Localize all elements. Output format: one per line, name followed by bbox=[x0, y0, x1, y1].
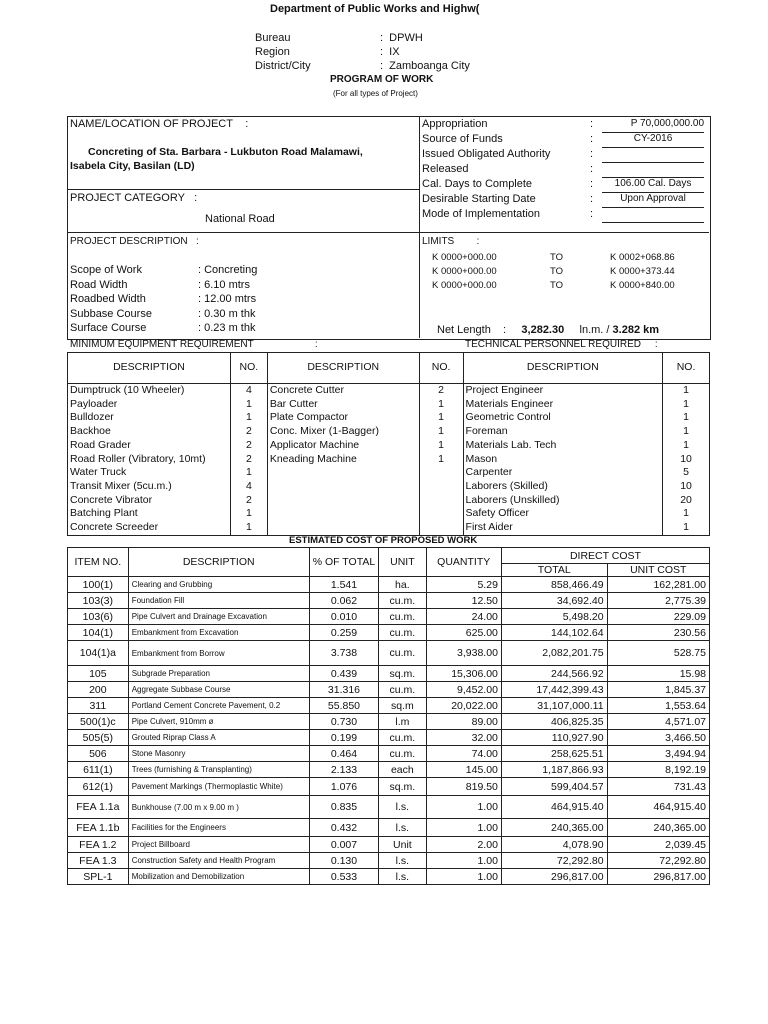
cost-total: 144,102.64 bbox=[501, 625, 607, 641]
cost-item: 103(3) bbox=[68, 593, 129, 609]
cost-qty: 625.00 bbox=[426, 625, 501, 641]
net-length-km: 3.282 km bbox=[612, 324, 660, 336]
eq2-no: 1 bbox=[419, 439, 463, 453]
cost-total: 5,498.20 bbox=[501, 609, 607, 625]
equipment-table bbox=[67, 352, 710, 536]
cost-row bbox=[68, 762, 710, 778]
eq-no: 2 bbox=[230, 453, 267, 467]
cost-qty: 24.00 bbox=[426, 609, 501, 625]
cost-total: 1,187,866.93 bbox=[501, 762, 607, 778]
cost-desc: Clearing and Grubbing bbox=[128, 577, 309, 593]
header-field-region: Region : IX bbox=[255, 46, 400, 58]
program-subtitle: (For all types of Project) bbox=[333, 89, 418, 98]
personnel-no: 1 bbox=[663, 398, 710, 412]
eq-no: 1 bbox=[230, 466, 267, 480]
cost-qty: 1.00 bbox=[426, 853, 501, 869]
net-length-label: Net Length bbox=[437, 324, 491, 336]
cost-total: 4,078.90 bbox=[501, 837, 607, 853]
cost-item: 105 bbox=[68, 666, 129, 682]
equipment-row bbox=[68, 466, 710, 480]
limit-row: K 0000+000.00 TO K 0000+840.00 bbox=[432, 280, 675, 291]
cost-item: 311 bbox=[68, 698, 129, 714]
eq2-desc: Bar Cutter bbox=[267, 398, 419, 412]
cost-desc: Subgrade Preparation bbox=[128, 666, 309, 682]
eq2-no bbox=[419, 521, 463, 535]
personnel-desc: Carpenter bbox=[463, 466, 663, 480]
eq2-desc bbox=[267, 494, 419, 508]
cost-total: 244,566.92 bbox=[501, 666, 607, 682]
cost-total: 240,365.00 bbox=[501, 819, 607, 837]
spec-row: Subbase Course : 0.30 m thk bbox=[70, 307, 256, 320]
personnel-no: 1 bbox=[663, 411, 710, 425]
cost-row bbox=[68, 593, 710, 609]
cost-total: 2,082,201.75 bbox=[501, 641, 607, 666]
cost-pct: 0.199 bbox=[309, 730, 378, 746]
eq-no: 2 bbox=[230, 425, 267, 439]
cost-qty: 74.00 bbox=[426, 746, 501, 762]
cost-pct: 3.738 bbox=[309, 641, 378, 666]
department-title: Department of Public Works and Highw( bbox=[270, 3, 480, 15]
cost-row bbox=[68, 625, 710, 641]
eq-no: 1 bbox=[230, 398, 267, 412]
cost-unit: each bbox=[379, 762, 426, 778]
cost-table bbox=[67, 547, 710, 885]
eq2-no bbox=[419, 480, 463, 494]
limits-list bbox=[432, 252, 708, 294]
cost-pct: 55.850 bbox=[309, 698, 378, 714]
cost-qty: 15,306.00 bbox=[426, 666, 501, 682]
personnel-no: 1 bbox=[663, 439, 710, 453]
cost-unitcost: 72,292.80 bbox=[607, 853, 709, 869]
cost-item: FEA 1.1b bbox=[68, 819, 129, 837]
equipment-row bbox=[68, 439, 710, 453]
cost-unit: cu.m. bbox=[379, 609, 426, 625]
cost-unitcost: 1,845.37 bbox=[607, 682, 709, 698]
cost-desc: Grouted Riprap Class A bbox=[128, 730, 309, 746]
personnel-header-desc: DESCRIPTION bbox=[463, 353, 663, 384]
cost-desc: Construction Safety and Health Program bbox=[128, 853, 309, 869]
eq-desc: Concrete Screeder bbox=[68, 521, 231, 535]
eq-no: 1 bbox=[230, 411, 267, 425]
cost-row bbox=[68, 609, 710, 625]
cost-pct: 0.835 bbox=[309, 796, 378, 819]
eq-desc: Road Roller (Vibratory, 10mt) bbox=[68, 453, 231, 467]
personnel-no: 1 bbox=[663, 521, 710, 535]
header-field-district: District/City : Zamboanga City bbox=[255, 60, 470, 72]
cost-qty: 145.00 bbox=[426, 762, 501, 778]
funding-row: Cal. Days to Complete : 106.00 Cal. Days bbox=[422, 178, 708, 193]
cost-desc: Pavement Markings (Thermoplastic White) bbox=[128, 778, 309, 796]
eq-no: 1 bbox=[230, 521, 267, 535]
cost-row bbox=[68, 869, 710, 885]
equipment-row bbox=[68, 384, 710, 398]
personnel-desc: Materials Lab. Tech bbox=[463, 439, 663, 453]
funding-list bbox=[422, 118, 708, 223]
eq2-no: 1 bbox=[419, 411, 463, 425]
name-location-label: NAME/LOCATION OF PROJECT bbox=[70, 118, 233, 130]
cost-pct: 0.464 bbox=[309, 746, 378, 762]
cost-unit: l.m bbox=[379, 714, 426, 730]
cost-item: 104(1)a bbox=[68, 641, 129, 666]
spec-row: Road Width : 6.10 mtrs bbox=[70, 278, 250, 291]
cost-total: 599,404.57 bbox=[501, 778, 607, 796]
cost-qty: 89.00 bbox=[426, 714, 501, 730]
cost-header-desc: DESCRIPTION bbox=[128, 548, 309, 577]
header-field-bureau: Bureau : DPWH bbox=[255, 32, 423, 44]
cost-desc: Stone Masonry bbox=[128, 746, 309, 762]
cost-unit: cu.m. bbox=[379, 641, 426, 666]
spec-row: Surface Course : 0.23 m thk bbox=[70, 322, 256, 334]
cost-unit: l.s. bbox=[379, 796, 426, 819]
personnel-no: 5 bbox=[663, 466, 710, 480]
cost-item: 200 bbox=[68, 682, 129, 698]
cost-desc: Facilities for the Engineers bbox=[128, 819, 309, 837]
project-description-label: PROJECT DESCRIPTION bbox=[70, 236, 188, 247]
equipment-row bbox=[68, 521, 710, 535]
cost-qty: 2.00 bbox=[426, 837, 501, 853]
limit-row: K 0000+000.00 TO K 0002+068.86 bbox=[432, 252, 675, 263]
cost-header-total: TOTAL bbox=[501, 564, 607, 577]
cost-row bbox=[68, 837, 710, 853]
cost-desc: Portland Cement Concrete Pavement, 0.2 bbox=[128, 698, 309, 714]
cost-unit: l.s. bbox=[379, 819, 426, 837]
personnel-desc: Laborers (Unskilled) bbox=[463, 494, 663, 508]
cost-qty: 32.00 bbox=[426, 730, 501, 746]
personnel-desc: Geometric Control bbox=[463, 411, 663, 425]
eq-desc: Concrete Vibrator bbox=[68, 494, 231, 508]
equipment-row bbox=[68, 507, 710, 521]
cost-unitcost: 4,571.07 bbox=[607, 714, 709, 730]
cost-unit: sq.m bbox=[379, 698, 426, 714]
eq2-no: 2 bbox=[419, 384, 463, 398]
limit-row: K 0000+000.00 TO K 0000+373.44 bbox=[432, 266, 675, 277]
cost-unitcost: 731.43 bbox=[607, 778, 709, 796]
equipment-title: MINIMUM EQUIPMENT REQUIREMENT bbox=[70, 339, 254, 350]
equipment-row bbox=[68, 425, 710, 439]
cost-item: 506 bbox=[68, 746, 129, 762]
cost-body bbox=[68, 577, 710, 885]
eq-desc: Backhoe bbox=[68, 425, 231, 439]
cost-qty: 819.50 bbox=[426, 778, 501, 796]
program-title: PROGRAM OF WORK bbox=[330, 74, 434, 85]
cost-unitcost: 8,192.19 bbox=[607, 762, 709, 778]
cost-pct: 0.007 bbox=[309, 837, 378, 853]
eq-no: 2 bbox=[230, 494, 267, 508]
equipment-row bbox=[68, 494, 710, 508]
eq-no: 4 bbox=[230, 384, 267, 398]
eq-no: 1 bbox=[230, 507, 267, 521]
personnel-desc: Mason bbox=[463, 453, 663, 467]
eq-desc: Bulldozer bbox=[68, 411, 231, 425]
cost-unitcost: 2,775.39 bbox=[607, 593, 709, 609]
personnel-no: 10 bbox=[663, 453, 710, 467]
cost-unitcost: 464,915.40 bbox=[607, 796, 709, 819]
cost-qty: 1.00 bbox=[426, 796, 501, 819]
cost-total: 34,692.40 bbox=[501, 593, 607, 609]
net-length-value: 3,282.30 bbox=[521, 324, 565, 336]
cost-header-pct: % OF TOTAL bbox=[309, 548, 378, 577]
personnel-no: 1 bbox=[663, 425, 710, 439]
cost-total: 296,817.00 bbox=[501, 869, 607, 885]
eq-desc: Road Grader bbox=[68, 439, 231, 453]
net-length-unit: ln.m. / bbox=[579, 324, 610, 336]
spec-row: Roadbed Width : 12.00 mtrs bbox=[70, 293, 257, 305]
cost-title: ESTIMATED COST OF PROPOSED WORK bbox=[289, 535, 478, 546]
cost-qty: 12.50 bbox=[426, 593, 501, 609]
funding-row: Desirable Starting Date : Upon Approval bbox=[422, 193, 708, 208]
eq2-desc: Conc. Mixer (1-Bagger) bbox=[267, 425, 419, 439]
personnel-desc: Laborers (Skilled) bbox=[463, 480, 663, 494]
eq2-desc bbox=[267, 521, 419, 535]
eq2-desc bbox=[267, 507, 419, 521]
cost-unit: l.s. bbox=[379, 869, 426, 885]
cost-pct: 2.133 bbox=[309, 762, 378, 778]
cost-unitcost: 162,281.00 bbox=[607, 577, 709, 593]
cost-row bbox=[68, 682, 710, 698]
cost-desc: Pipe Culvert and Drainage Excavation bbox=[128, 609, 309, 625]
cost-unitcost: 3,466.50 bbox=[607, 730, 709, 746]
personnel-no: 20 bbox=[663, 494, 710, 508]
cost-unit: cu.m. bbox=[379, 746, 426, 762]
cost-unit: l.s. bbox=[379, 853, 426, 869]
cost-total: 858,466.49 bbox=[501, 577, 607, 593]
cost-total: 258,625.51 bbox=[501, 746, 607, 762]
cost-row bbox=[68, 714, 710, 730]
cost-row bbox=[68, 577, 710, 593]
cost-row bbox=[68, 698, 710, 714]
cost-pct: 0.062 bbox=[309, 593, 378, 609]
cost-desc: Foundation Fill bbox=[128, 593, 309, 609]
cost-header-unitcost: UNIT COST bbox=[607, 564, 709, 577]
project-specs bbox=[70, 264, 257, 337]
cost-unitcost: 296,817.00 bbox=[607, 869, 709, 885]
cost-qty: 1.00 bbox=[426, 819, 501, 837]
cost-row bbox=[68, 778, 710, 796]
cost-item: FEA 1.1a bbox=[68, 796, 129, 819]
cost-pct: 1.541 bbox=[309, 577, 378, 593]
cost-qty: 9,452.00 bbox=[426, 682, 501, 698]
cost-header-direct: DIRECT COST bbox=[501, 548, 709, 564]
net-length: Net Length : 3,282.30 ln.m. / 3.282 km bbox=[437, 324, 660, 336]
cost-unit: sq.m. bbox=[379, 666, 426, 682]
cost-pct: 31.316 bbox=[309, 682, 378, 698]
cost-header-unit: UNIT bbox=[379, 548, 426, 577]
cost-row bbox=[68, 730, 710, 746]
eq2-no: 1 bbox=[419, 398, 463, 412]
personnel-no: 1 bbox=[663, 384, 710, 398]
eq-no: 4 bbox=[230, 480, 267, 494]
cost-unitcost: 240,365.00 bbox=[607, 819, 709, 837]
project-name-line1: Concreting of Sta. Barbara - Lukbuton Road Malamawi, bbox=[88, 146, 363, 158]
eq-desc: Transit Mixer (5cu.m.) bbox=[68, 480, 231, 494]
cost-unitcost: 2,039.45 bbox=[607, 837, 709, 853]
eq2-desc: Plate Compactor bbox=[267, 411, 419, 425]
cost-row bbox=[68, 746, 710, 762]
cost-total: 406,825.35 bbox=[501, 714, 607, 730]
eq2-desc bbox=[267, 466, 419, 480]
cost-unitcost: 1,553.64 bbox=[607, 698, 709, 714]
header-fields bbox=[255, 32, 470, 74]
cost-item: 505(5) bbox=[68, 730, 129, 746]
cost-total: 110,927.90 bbox=[501, 730, 607, 746]
eq2-no bbox=[419, 466, 463, 480]
personnel-desc: Foreman bbox=[463, 425, 663, 439]
cost-item: 103(6) bbox=[68, 609, 129, 625]
cost-unit: sq.m. bbox=[379, 778, 426, 796]
funding-row: Mode of Implementation : bbox=[422, 208, 708, 223]
cost-desc: Embankment from Borrow bbox=[128, 641, 309, 666]
cost-unit: Unit bbox=[379, 837, 426, 853]
funding-row: Issued Obligated Authority : bbox=[422, 148, 708, 163]
cost-unit: cu.m. bbox=[379, 593, 426, 609]
eq-desc: Payloader bbox=[68, 398, 231, 412]
cost-pct: 0.432 bbox=[309, 819, 378, 837]
cost-pct: 0.010 bbox=[309, 609, 378, 625]
personnel-desc: Project Engineer bbox=[463, 384, 663, 398]
eq2-desc: Kneading Machine bbox=[267, 453, 419, 467]
cost-pct: 1.076 bbox=[309, 778, 378, 796]
cost-item: 611(1) bbox=[68, 762, 129, 778]
eq-header-no2: NO. bbox=[419, 353, 463, 384]
eq2-no bbox=[419, 494, 463, 508]
cost-unit: cu.m. bbox=[379, 730, 426, 746]
cost-total: 31,107,000.11 bbox=[501, 698, 607, 714]
eq2-desc: Applicator Machine bbox=[267, 439, 419, 453]
eq-desc: Batching Plant bbox=[68, 507, 231, 521]
equipment-row bbox=[68, 480, 710, 494]
limits-label: LIMITS bbox=[422, 236, 455, 247]
equipment-row bbox=[68, 398, 710, 412]
funding-row: Source of Funds : CY-2016 bbox=[422, 133, 708, 148]
cost-pct: 0.730 bbox=[309, 714, 378, 730]
cost-desc: Bunkhouse (7.00 m x 9.00 m ) bbox=[128, 796, 309, 819]
personnel-no: 1 bbox=[663, 507, 710, 521]
personnel-no: 10 bbox=[663, 480, 710, 494]
eq-header-no: NO. bbox=[230, 353, 267, 384]
cost-item: 104(1) bbox=[68, 625, 129, 641]
cost-unit: cu.m. bbox=[379, 625, 426, 641]
cost-row bbox=[68, 819, 710, 837]
equipment-row bbox=[68, 453, 710, 467]
cost-unitcost: 15.98 bbox=[607, 666, 709, 682]
cost-pct: 0.130 bbox=[309, 853, 378, 869]
cost-qty: 1.00 bbox=[426, 869, 501, 885]
project-category-value: National Road bbox=[205, 213, 275, 225]
eq-no: 2 bbox=[230, 439, 267, 453]
cost-unit: cu.m. bbox=[379, 682, 426, 698]
cost-desc: Aggregate Subbase Course bbox=[128, 682, 309, 698]
eq2-no bbox=[419, 507, 463, 521]
cost-total: 72,292.80 bbox=[501, 853, 607, 869]
eq2-desc bbox=[267, 480, 419, 494]
personnel-title: TECHNICAL PERSONNEL REQUIRED bbox=[465, 339, 641, 350]
cost-item: FEA 1.2 bbox=[68, 837, 129, 853]
eq2-desc: Concrete Cutter bbox=[267, 384, 419, 398]
cost-qty: 20,022.00 bbox=[426, 698, 501, 714]
cost-item: 500(1)c bbox=[68, 714, 129, 730]
project-name-line2: Isabela City, Basilan (LD) bbox=[70, 160, 195, 172]
cost-desc: Pipe Culvert, 910mm ø bbox=[128, 714, 309, 730]
eq-desc: Dumptruck (10 Wheeler) bbox=[68, 384, 231, 398]
eq-header-desc2: DESCRIPTION bbox=[267, 353, 419, 384]
cost-total: 464,915.40 bbox=[501, 796, 607, 819]
cost-unitcost: 3,494.94 bbox=[607, 746, 709, 762]
cost-item: 100(1) bbox=[68, 577, 129, 593]
cost-unitcost: 528.75 bbox=[607, 641, 709, 666]
cost-desc: Mobilization and Demobilization bbox=[128, 869, 309, 885]
cost-header-item: ITEM NO. bbox=[68, 548, 129, 577]
funding-row: Appropriation : P 70,000,000.00 bbox=[422, 118, 708, 133]
cost-pct: 0.533 bbox=[309, 869, 378, 885]
equipment-body bbox=[68, 384, 710, 536]
cost-desc: Trees (furnishing & Transplanting) bbox=[128, 762, 309, 778]
cost-desc: Project Billboard bbox=[128, 837, 309, 853]
cost-row bbox=[68, 666, 710, 682]
cost-item: FEA 1.3 bbox=[68, 853, 129, 869]
cost-unitcost: 230.56 bbox=[607, 625, 709, 641]
cost-item: SPL-1 bbox=[68, 869, 129, 885]
eq2-no: 1 bbox=[419, 425, 463, 439]
cost-qty: 5.29 bbox=[426, 577, 501, 593]
cost-qty: 3,938.00 bbox=[426, 641, 501, 666]
project-category-label: PROJECT CATEGORY bbox=[70, 192, 185, 204]
cost-pct: 0.259 bbox=[309, 625, 378, 641]
cost-desc: Embankment from Excavation bbox=[128, 625, 309, 641]
cost-row bbox=[68, 796, 710, 819]
cost-row bbox=[68, 641, 710, 666]
cost-row bbox=[68, 853, 710, 869]
eq-header-desc: DESCRIPTION bbox=[68, 353, 231, 384]
cost-pct: 0.439 bbox=[309, 666, 378, 682]
personnel-header-no: NO. bbox=[663, 353, 710, 384]
eq2-no: 1 bbox=[419, 453, 463, 467]
cost-total: 17,442,399.43 bbox=[501, 682, 607, 698]
eq-desc: Water Truck bbox=[68, 466, 231, 480]
cost-header-qty: QUANTITY bbox=[426, 548, 501, 577]
spec-row: Scope of Work : Concreting bbox=[70, 264, 258, 276]
personnel-desc: First Aider bbox=[463, 521, 663, 535]
personnel-desc: Safety Officer bbox=[463, 507, 663, 521]
cost-unitcost: 229.09 bbox=[607, 609, 709, 625]
cost-unit: ha. bbox=[379, 577, 426, 593]
equipment-row bbox=[68, 411, 710, 425]
funding-row: Released : bbox=[422, 163, 708, 178]
personnel-desc: Materials Engineer bbox=[463, 398, 663, 412]
cost-item: 612(1) bbox=[68, 778, 129, 796]
